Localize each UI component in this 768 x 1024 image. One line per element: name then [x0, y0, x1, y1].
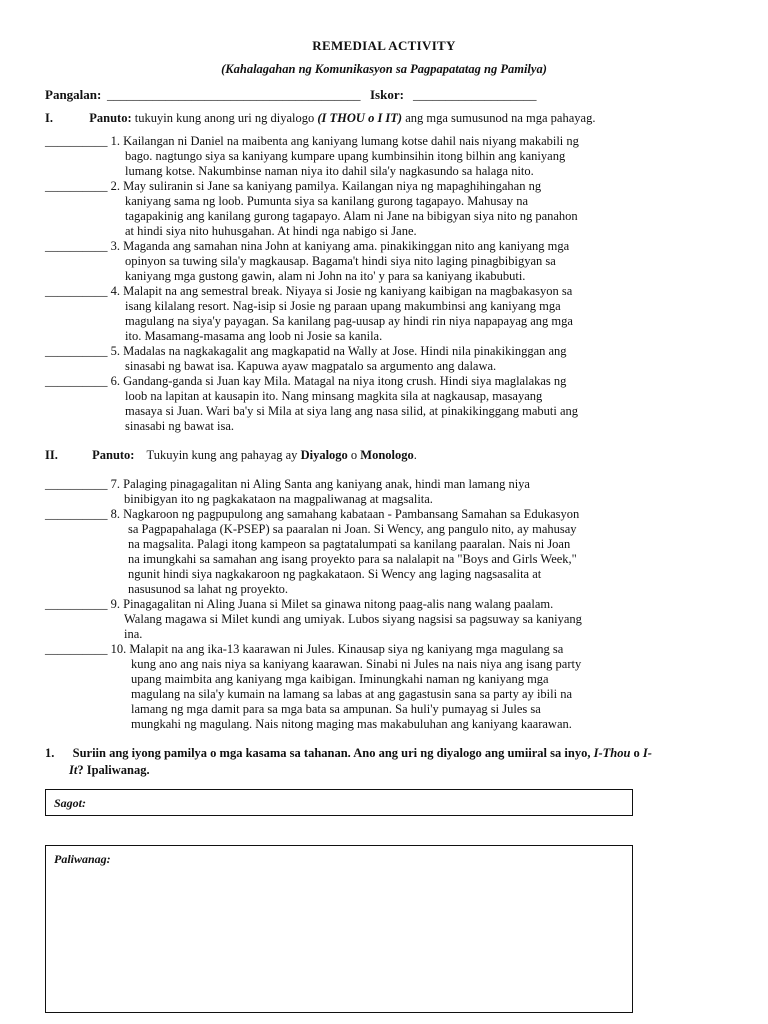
- item-line-cont: opinyon sa tuwing sila'y magkausap. Bagama't hindi siya nito laging pinagbibigyan sa: [125, 254, 556, 268]
- section-2-monologo: Monologo: [360, 448, 414, 462]
- section-1-instruction: [45, 111, 595, 126]
- item-line-cont: magulang na siya'y payagan. Sa kanilang pag-uusap ay hindi rin niya napapayag ang mga: [125, 314, 573, 328]
- reflection-question-cont: [69, 762, 150, 778]
- section-1-text-a: tukuyin kung anong uri ng diyalogo: [134, 111, 318, 125]
- item-line-cont: loob na lapitan at kausapin ito. Nang minsang magkita sila at nagkausap, masayang: [125, 389, 543, 403]
- item-line-cont: isang kilalang resort. Nag-isip si Josie ng paraan upang makumbinsi ang kaniyang mga: [125, 299, 561, 313]
- item-line-cont: masaya si Juan. Wari ba'y si Mila at siya lang ang nasa silid, at pinakikinggang mabuti ang: [125, 404, 579, 418]
- item-line-cont: sa Pagpapahalaga (K-PSEP) sa paaralan ni Joan. Si Wency, ang pangulo nito, ay mahusay: [128, 522, 577, 536]
- item-line-cont: lumang kotse. Nakumbinse naman niya ito dahil sila'y nagkasundo sa halaga nito.: [125, 164, 534, 178]
- section-1-label: Panuto:: [89, 111, 132, 125]
- item-line: __________ 4. Malapit na ang semestral break. Niyaya si Josie ng kaniyang kaibigan na magbakasyon sa: [45, 284, 573, 298]
- explanation-label: Paliwanag:: [54, 852, 111, 866]
- item-line-cont: ngunit hindi siya nagkakaroon ng pagkakataon. Si Wency ang laging nagsasalita at: [128, 567, 542, 581]
- question-number: 1.: [45, 746, 55, 760]
- item-line-cont: na magsalita. Palagi itong kampeon sa pagtatalumpati sa kanilang paaralan. Nais ni Joan: [128, 537, 571, 551]
- item-line-cont: nasusunod sa lahat ng proyekto.: [128, 582, 289, 596]
- section-2-text-b: o: [347, 448, 361, 462]
- item-line: __________ 3. Maganda ang samahan nina John at kaniyang ama. pinakikinggan nito ang kaniyang mga: [45, 239, 570, 253]
- item-line: __________ 9. Pinagagalitan ni Aling Juana si Milet sa ginawa nitong paag-alis nang walang paalam.: [45, 597, 554, 611]
- item-line-cont: sinasabi ng bawat isa. Kapuwa ayaw magpatalo sa argumento ang dalawa.: [125, 359, 497, 373]
- section-2-number: II.: [45, 448, 58, 462]
- section-2-text-a: Tukuyin kung ang pahayag ay: [146, 448, 301, 462]
- item-line: __________ 7. Palaging pinagagalitan ni Aling Santa ang kaniyang anak, hindi man lamang niya: [45, 477, 530, 491]
- section-2-diyalogo: Diyalogo: [300, 448, 348, 462]
- section-1-text-c: ang mga sumusunod na mga pahayag.: [402, 111, 596, 125]
- section-2-label: Panuto:: [92, 448, 135, 462]
- item-line-cont: ito. Masamang-masama ang loob ni Josie sa kanila.: [125, 329, 383, 343]
- explanation-box[interactable]: [45, 845, 633, 1013]
- item-line-cont: magulang na sila'y kumain na lamang sa labas at ang gagastusin sana sa party ay ibili na: [131, 687, 573, 701]
- item-line-cont: kung ano ang nais niya sa kaniyang kaarawan. Sinabi ni Jules na nais niya ang isang party: [131, 657, 582, 671]
- answer-box[interactable]: [45, 789, 633, 816]
- item-line: __________ 8. Nagkaroon ng pagpupulong ang samahang kabataan - Pambansang Samahan sa Edukasyon: [45, 507, 580, 521]
- name-field[interactable]: _______________________________________: [107, 87, 361, 102]
- section-1-text-b: (I THOU o I IT): [317, 111, 403, 125]
- item-line-cont: ina.: [124, 627, 143, 641]
- item-line-cont: Walang magawa si Milet kundi ang umiyak. Lubos siyang nagsisi sa pagsuway sa kaniyang: [124, 612, 582, 626]
- score-label: Iskor:: [370, 87, 404, 102]
- question-o: o: [630, 746, 643, 760]
- item-line-cont: upang maimbita ang kaniyang mga kaibigan. Iminungkahi naman ng kaniyang mga: [131, 672, 549, 686]
- item-line: __________ 5. Madalas na nagkakagalit ang magkapatid na Wally at Jose. Hindi nila pinakikinggan ang: [45, 344, 567, 358]
- reflection-question: [45, 745, 652, 761]
- section-2-instruction: [45, 448, 417, 463]
- question-i-thou: I-Thou: [593, 746, 631, 760]
- item-line-cont: sinasabi ng bawat isa.: [125, 419, 235, 433]
- item-line-cont: tagapakinig ang kanilang gurong tagapayo. Alam ni Jane na bibigyan siya nito ng panahon: [125, 209, 578, 223]
- question-i-dash: I-: [642, 746, 652, 760]
- question-it: It: [69, 763, 78, 777]
- item-line: __________ 10. Malapit na ang ika-13 kaarawan ni Jules. Kinausap siya ng kaniyang mga magulang sa: [45, 642, 564, 656]
- item-line-cont: kaniyang mga gustong gawin, alam ni John na ito' y para sa kaniyang ikabubuti.: [125, 269, 526, 283]
- question-line-2: ? Ipaliwanag.: [77, 763, 150, 777]
- answer-label: Sagot:: [54, 796, 87, 810]
- page-title: REMEDIAL ACTIVITY: [312, 38, 456, 53]
- item-line-cont: kaniyang sama ng loob. Pumunta siya sa kanilang gurong tagapayo. Mahusay na: [125, 194, 529, 208]
- score-field[interactable]: ___________________: [413, 87, 537, 102]
- section-2-text-c: .: [413, 448, 417, 462]
- item-line-cont: lamang ng mga damit para sa mga bata sa ampunan. Sa huli'y pumayag si Jules sa: [131, 702, 541, 716]
- item-line-cont: mungkahi ng magulang. Nais nitong maging mas makabuluhan ang kaniyang kaarawan.: [131, 717, 572, 731]
- name-label: Pangalan:: [45, 87, 102, 102]
- item-line-cont: bago. nagtungo siya sa kaniyang kumpare upang kumbinsihin itong bilhin ang kaniyang: [125, 149, 566, 163]
- item-line: __________ 1. Kailangan ni Daniel na maibenta ang kaniyang lumang kotse dahil nais niyang makabili ng: [45, 134, 579, 148]
- page-subtitle: (Kahalagahan ng Komunikasyon sa Pagpapatatag ng Pamilya): [221, 62, 547, 76]
- item-line-cont: at hindi siya nito huhusgahan. At hindi nga nabigo si Jane.: [125, 224, 417, 238]
- question-line-1: Suriin ang iyong pamilya o mga kasama sa tahanan. Ano ang uri ng diyalogo ang umiiral sa inyo,: [72, 746, 594, 760]
- section-1-number: I.: [45, 111, 53, 125]
- item-line: __________ 2. May suliranin si Jane sa kaniyang pamilya. Kailangan niya ng mapaghihingahan ng: [45, 179, 542, 193]
- item-line-cont: na imungkahi sa samahan ang isang proyekto para sa nalalapit na "Boys and Girls Week,": [128, 552, 577, 566]
- item-line: __________ 6. Gandang-ganda si Juan kay Mila. Matagal na niya itong crush. Hindi siya maglalakas ng: [45, 374, 567, 388]
- item-line-cont: binibigyan ito ng pagkakataon na magpaliwanag at magsalita.: [124, 492, 433, 506]
